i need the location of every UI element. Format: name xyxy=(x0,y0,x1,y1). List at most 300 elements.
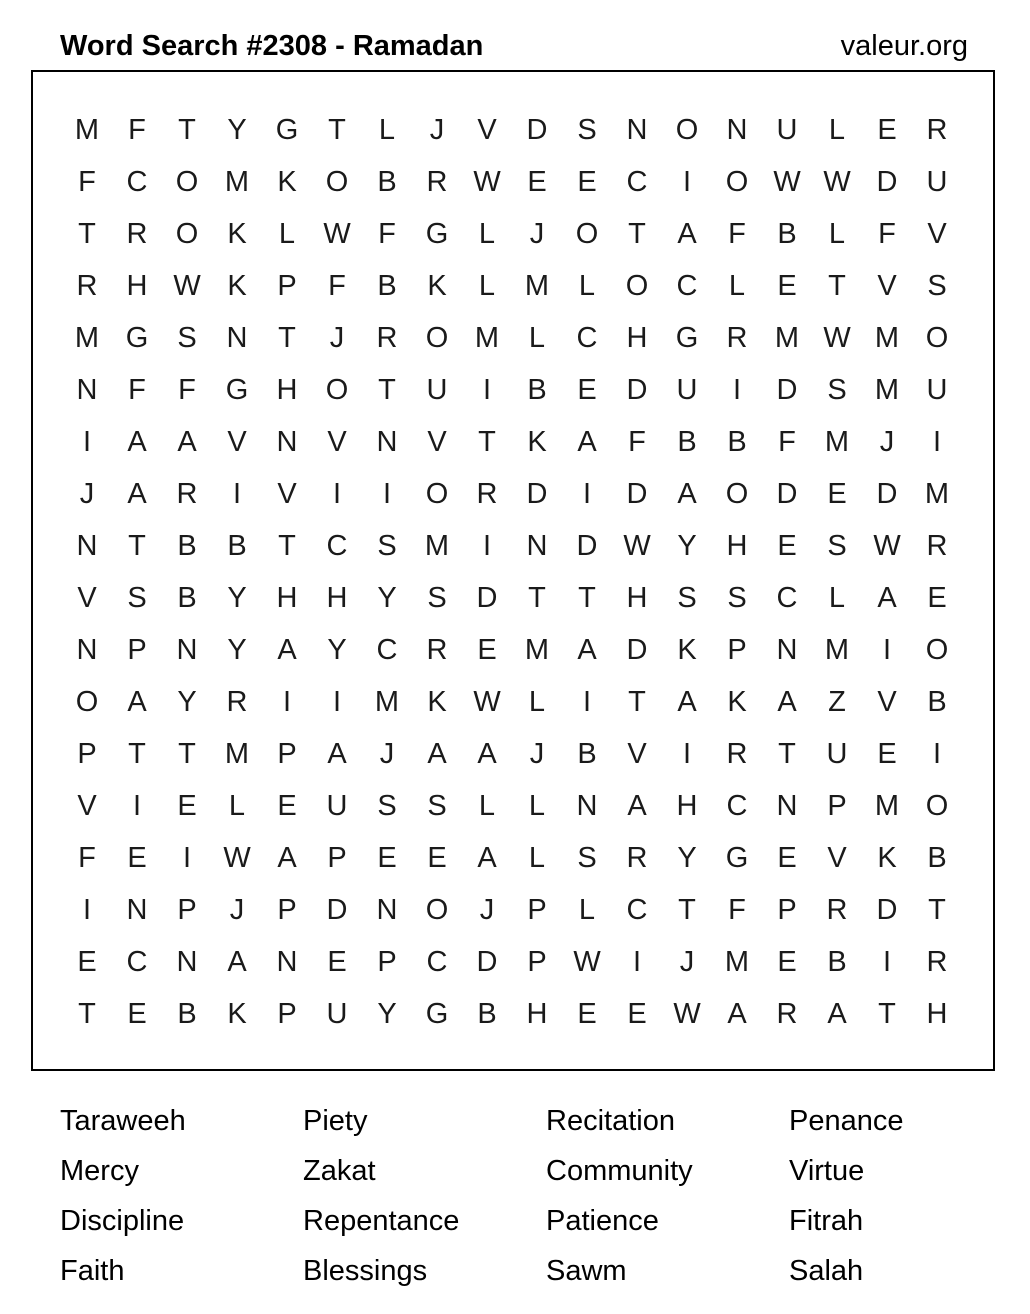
grid-letter[interactable]: H xyxy=(726,529,748,562)
grid-letter[interactable]: V xyxy=(77,581,97,614)
grid-letter[interactable]: B xyxy=(227,529,247,562)
grid-letter[interactable]: V xyxy=(827,841,847,874)
grid-letter[interactable]: E xyxy=(877,113,897,146)
grid-letter[interactable]: K xyxy=(227,997,247,1030)
grid-letter[interactable]: E xyxy=(77,945,97,978)
grid-letter[interactable]: T xyxy=(528,581,546,614)
grid-letter[interactable]: L xyxy=(478,789,496,822)
grid-letter[interactable]: C xyxy=(426,945,448,978)
grid-letter[interactable]: Y xyxy=(377,581,397,614)
grid-letter[interactable]: G xyxy=(225,373,249,406)
grid-letter[interactable]: L xyxy=(478,269,496,302)
grid-letter[interactable]: R xyxy=(826,893,848,926)
grid-letter[interactable]: C xyxy=(126,165,148,198)
grid-letter[interactable]: W xyxy=(623,529,651,562)
grid-letter[interactable]: S xyxy=(427,581,447,614)
grid-letter[interactable]: W xyxy=(773,165,801,198)
grid-letter[interactable]: P xyxy=(777,893,797,926)
grid-letter[interactable]: H xyxy=(126,269,148,302)
grid-letter[interactable]: O xyxy=(925,789,949,822)
grid-letter[interactable]: C xyxy=(776,581,798,614)
grid-letter[interactable]: M xyxy=(524,633,550,666)
grid-letter[interactable]: M xyxy=(874,321,900,354)
grid-letter[interactable]: Y xyxy=(227,581,247,614)
grid-letter[interactable]: D xyxy=(626,373,648,406)
grid-letter[interactable]: C xyxy=(376,633,398,666)
grid-letter[interactable]: K xyxy=(227,269,247,302)
grid-letter[interactable]: M xyxy=(424,529,450,562)
grid-letter[interactable]: L xyxy=(578,269,596,302)
grid-letter[interactable]: V xyxy=(927,217,947,250)
grid-letter[interactable]: B xyxy=(927,841,947,874)
grid-letter[interactable]: A xyxy=(577,425,597,458)
grid-letter[interactable]: V xyxy=(627,737,647,770)
grid-letter[interactable]: N xyxy=(276,425,298,458)
grid-letter[interactable]: R xyxy=(926,945,948,978)
grid-letter[interactable]: G xyxy=(725,841,749,874)
grid-letter[interactable]: I xyxy=(232,477,242,510)
grid-letter[interactable]: D xyxy=(876,477,898,510)
grid-letter[interactable]: T xyxy=(178,737,196,770)
grid-letter[interactable]: D xyxy=(526,477,548,510)
grid-letter[interactable]: G xyxy=(425,217,449,250)
grid-letter[interactable]: E xyxy=(377,841,397,874)
grid-letter[interactable]: K xyxy=(427,685,447,718)
grid-letter[interactable]: B xyxy=(677,425,697,458)
grid-letter[interactable]: A xyxy=(427,737,447,770)
grid-letter[interactable]: P xyxy=(827,789,847,822)
grid-letter[interactable]: N xyxy=(76,529,98,562)
grid-letter[interactable]: L xyxy=(828,217,846,250)
grid-letter[interactable]: I xyxy=(632,945,642,978)
grid-letter[interactable]: E xyxy=(127,997,147,1030)
grid-letter[interactable]: F xyxy=(128,373,146,406)
grid-letter[interactable]: H xyxy=(276,373,298,406)
grid-letter[interactable]: U xyxy=(926,165,948,198)
grid-letter[interactable]: G xyxy=(675,321,699,354)
grid-letter[interactable]: I xyxy=(482,373,492,406)
grid-letter[interactable]: F xyxy=(728,217,746,250)
grid-letter[interactable]: L xyxy=(828,581,846,614)
grid-letter[interactable]: T xyxy=(328,113,346,146)
grid-letter[interactable]: W xyxy=(823,165,851,198)
grid-letter[interactable]: E xyxy=(477,633,497,666)
grid-letter[interactable]: O xyxy=(425,477,449,510)
grid-letter[interactable]: N xyxy=(276,945,298,978)
grid-letter[interactable]: P xyxy=(327,841,347,874)
grid-letter[interactable]: L xyxy=(728,269,746,302)
grid-letter[interactable]: F xyxy=(178,373,196,406)
grid-letter[interactable]: F xyxy=(328,269,346,302)
grid-letter[interactable]: P xyxy=(127,633,147,666)
grid-letter[interactable]: R xyxy=(726,737,748,770)
grid-letter[interactable]: S xyxy=(177,321,197,354)
grid-letter[interactable]: B xyxy=(777,217,797,250)
grid-letter[interactable]: E xyxy=(777,945,797,978)
grid-letter[interactable]: M xyxy=(474,321,500,354)
grid-letter[interactable]: O xyxy=(425,321,449,354)
grid-letter[interactable]: C xyxy=(626,165,648,198)
grid-letter[interactable]: P xyxy=(277,997,297,1030)
grid-letter[interactable]: E xyxy=(777,529,797,562)
grid-letter[interactable]: L xyxy=(228,789,246,822)
grid-letter[interactable]: F xyxy=(778,425,796,458)
grid-letter[interactable]: D xyxy=(876,165,898,198)
grid-letter[interactable]: Y xyxy=(677,841,697,874)
grid-letter[interactable]: O xyxy=(625,269,649,302)
grid-letter[interactable]: K xyxy=(227,217,247,250)
grid-letter[interactable]: L xyxy=(578,893,596,926)
grid-letter[interactable]: O xyxy=(325,373,349,406)
grid-letter[interactable]: D xyxy=(626,477,648,510)
grid-letter[interactable]: W xyxy=(223,841,251,874)
grid-letter[interactable]: B xyxy=(377,165,397,198)
grid-letter[interactable]: J xyxy=(429,113,445,146)
grid-letter[interactable]: N xyxy=(176,633,198,666)
grid-letter[interactable]: T xyxy=(178,113,196,146)
grid-letter[interactable]: R xyxy=(126,217,148,250)
grid-letter[interactable]: U xyxy=(676,373,698,406)
grid-letter[interactable]: K xyxy=(727,685,747,718)
grid-letter[interactable]: N xyxy=(376,893,398,926)
grid-letter[interactable]: U xyxy=(776,113,798,146)
grid-letter[interactable]: B xyxy=(177,997,197,1030)
grid-letter[interactable]: I xyxy=(82,893,92,926)
grid-letter[interactable]: S xyxy=(377,529,397,562)
grid-letter[interactable]: S xyxy=(827,373,847,406)
grid-letter[interactable]: A xyxy=(277,841,297,874)
grid-letter[interactable]: I xyxy=(882,945,892,978)
grid-letter[interactable]: S xyxy=(377,789,397,822)
grid-letter[interactable]: R xyxy=(776,997,798,1030)
grid-letter[interactable]: M xyxy=(724,945,750,978)
grid-letter[interactable]: M xyxy=(924,477,950,510)
grid-letter[interactable]: A xyxy=(227,945,247,978)
grid-letter[interactable]: T xyxy=(128,529,146,562)
grid-letter[interactable]: N xyxy=(526,529,548,562)
grid-letter[interactable]: B xyxy=(177,581,197,614)
grid-letter[interactable]: N xyxy=(76,633,98,666)
grid-letter[interactable]: S xyxy=(127,581,147,614)
grid-letter[interactable]: S xyxy=(827,529,847,562)
grid-letter[interactable]: F xyxy=(628,425,646,458)
grid-letter[interactable]: R xyxy=(726,321,748,354)
grid-letter[interactable]: F xyxy=(78,841,96,874)
grid-letter[interactable]: T xyxy=(628,217,646,250)
grid-letter[interactable]: D xyxy=(526,113,548,146)
grid-letter[interactable]: U xyxy=(326,789,348,822)
grid-letter[interactable]: W xyxy=(823,321,851,354)
grid-letter[interactable]: Z xyxy=(828,685,846,718)
grid-letter[interactable]: W xyxy=(323,217,351,250)
grid-letter[interactable]: W xyxy=(573,945,601,978)
grid-letter[interactable]: I xyxy=(932,737,942,770)
grid-letter[interactable]: G xyxy=(425,997,449,1030)
grid-letter[interactable]: J xyxy=(529,217,545,250)
grid-letter[interactable]: J xyxy=(479,893,495,926)
grid-letter[interactable]: B xyxy=(727,425,747,458)
grid-letter[interactable]: T xyxy=(128,737,146,770)
grid-letter[interactable]: D xyxy=(326,893,348,926)
grid-letter[interactable]: A xyxy=(677,477,697,510)
grid-letter[interactable]: Y xyxy=(377,997,397,1030)
grid-letter[interactable]: A xyxy=(127,685,147,718)
grid-letter[interactable]: P xyxy=(277,893,297,926)
grid-letter[interactable]: T xyxy=(578,581,596,614)
grid-letter[interactable]: F xyxy=(128,113,146,146)
grid-letter[interactable]: R xyxy=(226,685,248,718)
grid-letter[interactable]: R xyxy=(476,477,498,510)
grid-letter[interactable]: W xyxy=(673,997,701,1030)
grid-letter[interactable]: H xyxy=(926,997,948,1030)
grid-letter[interactable]: I xyxy=(82,425,92,458)
grid-letter[interactable]: V xyxy=(77,789,97,822)
grid-letter[interactable]: B xyxy=(477,997,497,1030)
grid-letter[interactable]: I xyxy=(482,529,492,562)
grid-letter[interactable]: H xyxy=(626,321,648,354)
grid-letter[interactable]: T xyxy=(778,737,796,770)
grid-letter[interactable]: V xyxy=(877,685,897,718)
grid-letter[interactable]: M xyxy=(74,113,100,146)
grid-letter[interactable]: L xyxy=(528,685,546,718)
grid-letter[interactable]: L xyxy=(478,217,496,250)
grid-letter[interactable]: F xyxy=(78,165,96,198)
grid-letter[interactable]: A xyxy=(177,425,197,458)
grid-letter[interactable]: P xyxy=(77,737,97,770)
grid-letter[interactable]: I xyxy=(332,685,342,718)
grid-letter[interactable]: V xyxy=(277,477,297,510)
grid-letter[interactable]: M xyxy=(224,165,250,198)
grid-letter[interactable]: T xyxy=(628,685,646,718)
grid-letter[interactable]: T xyxy=(928,893,946,926)
grid-letter[interactable]: D xyxy=(876,893,898,926)
grid-letter[interactable]: E xyxy=(827,477,847,510)
grid-letter[interactable]: D xyxy=(576,529,598,562)
grid-letter[interactable]: J xyxy=(529,737,545,770)
grid-letter[interactable]: O xyxy=(175,217,199,250)
grid-letter[interactable]: R xyxy=(76,269,98,302)
grid-letter[interactable]: O xyxy=(675,113,699,146)
grid-letter[interactable]: T xyxy=(878,997,896,1030)
grid-letter[interactable]: W xyxy=(473,685,501,718)
grid-letter[interactable]: L xyxy=(278,217,296,250)
grid-letter[interactable]: P xyxy=(177,893,197,926)
grid-letter[interactable]: P xyxy=(727,633,747,666)
grid-letter[interactable]: I xyxy=(282,685,292,718)
grid-letter[interactable]: A xyxy=(477,841,497,874)
grid-letter[interactable]: O xyxy=(725,477,749,510)
grid-letter[interactable]: I xyxy=(382,477,392,510)
grid-letter[interactable]: A xyxy=(677,685,697,718)
grid-letter[interactable]: I xyxy=(332,477,342,510)
grid-letter[interactable]: M xyxy=(774,321,800,354)
grid-letter[interactable]: A xyxy=(827,997,847,1030)
grid-letter[interactable]: S xyxy=(427,789,447,822)
grid-letter[interactable]: W xyxy=(473,165,501,198)
grid-letter[interactable]: N xyxy=(776,789,798,822)
grid-letter[interactable]: J xyxy=(379,737,395,770)
grid-letter[interactable]: E xyxy=(127,841,147,874)
grid-letter[interactable]: P xyxy=(277,269,297,302)
grid-letter[interactable]: L xyxy=(528,789,546,822)
grid-letter[interactable]: F xyxy=(878,217,896,250)
grid-letter[interactable]: O xyxy=(925,321,949,354)
grid-letter[interactable]: V xyxy=(477,113,497,146)
grid-letter[interactable]: H xyxy=(626,581,648,614)
grid-letter[interactable]: N xyxy=(726,113,748,146)
grid-letter[interactable]: P xyxy=(377,945,397,978)
grid-letter[interactable]: V xyxy=(427,425,447,458)
grid-letter[interactable]: D xyxy=(476,945,498,978)
grid-letter[interactable]: A xyxy=(127,477,147,510)
grid-letter[interactable]: T xyxy=(78,997,96,1030)
grid-letter[interactable]: T xyxy=(278,529,296,562)
grid-letter[interactable]: C xyxy=(126,945,148,978)
grid-letter[interactable]: R xyxy=(426,165,448,198)
grid-letter[interactable]: E xyxy=(577,165,597,198)
grid-letter[interactable]: C xyxy=(326,529,348,562)
grid-letter[interactable]: S xyxy=(577,841,597,874)
grid-letter[interactable]: O xyxy=(175,165,199,198)
grid-letter[interactable]: M xyxy=(874,789,900,822)
grid-letter[interactable]: E xyxy=(777,841,797,874)
grid-letter[interactable]: S xyxy=(677,581,697,614)
grid-letter[interactable]: E xyxy=(777,269,797,302)
grid-letter[interactable]: N xyxy=(626,113,648,146)
grid-letter[interactable]: D xyxy=(626,633,648,666)
grid-letter[interactable]: E xyxy=(577,373,597,406)
grid-letter[interactable]: A xyxy=(477,737,497,770)
grid-letter[interactable]: S xyxy=(927,269,947,302)
grid-letter[interactable]: R xyxy=(626,841,648,874)
grid-letter[interactable]: F xyxy=(728,893,746,926)
grid-letter[interactable]: E xyxy=(577,997,597,1030)
grid-letter[interactable]: O xyxy=(575,217,599,250)
grid-letter[interactable]: N xyxy=(176,945,198,978)
grid-letter[interactable]: B xyxy=(377,269,397,302)
grid-letter[interactable]: K xyxy=(277,165,297,198)
grid-letter[interactable]: H xyxy=(276,581,298,614)
grid-letter[interactable]: I xyxy=(582,685,592,718)
grid-letter[interactable]: E xyxy=(627,997,647,1030)
grid-letter[interactable]: V xyxy=(327,425,347,458)
grid-letter[interactable]: I xyxy=(682,165,692,198)
grid-letter[interactable]: Y xyxy=(327,633,347,666)
grid-letter[interactable]: R xyxy=(176,477,198,510)
grid-letter[interactable]: H xyxy=(326,581,348,614)
grid-letter[interactable]: E xyxy=(277,789,297,822)
grid-letter[interactable]: B xyxy=(927,685,947,718)
grid-letter[interactable]: B xyxy=(577,737,597,770)
grid-letter[interactable]: G xyxy=(275,113,299,146)
grid-letter[interactable]: N xyxy=(576,789,598,822)
grid-letter[interactable]: Y xyxy=(177,685,197,718)
grid-letter[interactable]: C xyxy=(726,789,748,822)
grid-letter[interactable]: S xyxy=(727,581,747,614)
grid-letter[interactable]: L xyxy=(828,113,846,146)
grid-letter[interactable]: P xyxy=(527,945,547,978)
grid-letter[interactable]: E xyxy=(327,945,347,978)
grid-letter[interactable]: J xyxy=(229,893,245,926)
grid-letter[interactable]: K xyxy=(527,425,547,458)
grid-letter[interactable]: P xyxy=(527,893,547,926)
grid-letter[interactable]: E xyxy=(877,737,897,770)
grid-letter[interactable]: V xyxy=(227,425,247,458)
grid-letter[interactable]: M xyxy=(374,685,400,718)
grid-letter[interactable]: U xyxy=(926,373,948,406)
grid-letter[interactable]: D xyxy=(776,477,798,510)
grid-letter[interactable]: I xyxy=(882,633,892,666)
grid-letter[interactable]: M xyxy=(224,737,250,770)
grid-letter[interactable]: I xyxy=(682,737,692,770)
grid-letter[interactable]: S xyxy=(577,113,597,146)
grid-letter[interactable]: L xyxy=(378,113,396,146)
grid-letter[interactable]: N xyxy=(126,893,148,926)
grid-letter[interactable]: U xyxy=(426,373,448,406)
grid-letter[interactable]: I xyxy=(932,425,942,458)
grid-letter[interactable]: U xyxy=(826,737,848,770)
grid-letter[interactable]: C xyxy=(676,269,698,302)
grid-letter[interactable]: V xyxy=(877,269,897,302)
grid-letter[interactable]: C xyxy=(626,893,648,926)
grid-letter[interactable]: M xyxy=(824,633,850,666)
grid-letter[interactable]: A xyxy=(877,581,897,614)
grid-letter[interactable]: Y xyxy=(677,529,697,562)
grid-letter[interactable]: Y xyxy=(227,633,247,666)
grid-letter[interactable]: A xyxy=(727,997,747,1030)
grid-letter[interactable]: O xyxy=(425,893,449,926)
grid-letter[interactable]: J xyxy=(679,945,695,978)
grid-letter[interactable]: I xyxy=(582,477,592,510)
grid-letter[interactable]: M xyxy=(524,269,550,302)
grid-letter[interactable]: B xyxy=(827,945,847,978)
grid-letter[interactable]: O xyxy=(75,685,99,718)
grid-letter[interactable]: B xyxy=(527,373,547,406)
grid-letter[interactable]: L xyxy=(528,321,546,354)
grid-letter[interactable]: W xyxy=(873,529,901,562)
grid-letter[interactable]: P xyxy=(277,737,297,770)
grid-letter[interactable]: T xyxy=(378,373,396,406)
grid-letter[interactable]: O xyxy=(325,165,349,198)
grid-letter[interactable]: T xyxy=(678,893,696,926)
grid-letter[interactable]: A xyxy=(127,425,147,458)
grid-letter[interactable]: T xyxy=(78,217,96,250)
grid-letter[interactable]: A xyxy=(327,737,347,770)
grid-letter[interactable]: H xyxy=(526,997,548,1030)
grid-letter[interactable]: Y xyxy=(227,113,247,146)
grid-letter[interactable]: A xyxy=(627,789,647,822)
grid-letter[interactable]: O xyxy=(925,633,949,666)
letter-grid[interactable] xyxy=(62,104,965,1040)
grid-letter[interactable]: C xyxy=(576,321,598,354)
grid-letter[interactable]: E xyxy=(527,165,547,198)
grid-letter[interactable]: M xyxy=(74,321,100,354)
grid-letter[interactable]: F xyxy=(378,217,396,250)
grid-letter[interactable]: D xyxy=(776,373,798,406)
grid-letter[interactable]: N xyxy=(776,633,798,666)
grid-letter[interactable]: W xyxy=(173,269,201,302)
grid-letter[interactable]: E xyxy=(427,841,447,874)
grid-letter[interactable]: N xyxy=(226,321,248,354)
grid-letter[interactable]: A xyxy=(577,633,597,666)
grid-letter[interactable]: M xyxy=(874,373,900,406)
grid-letter[interactable]: D xyxy=(476,581,498,614)
grid-letter[interactable]: R xyxy=(926,529,948,562)
grid-letter[interactable]: A xyxy=(677,217,697,250)
grid-letter[interactable]: E xyxy=(927,581,947,614)
grid-letter[interactable]: A xyxy=(777,685,797,718)
grid-letter[interactable]: M xyxy=(824,425,850,458)
